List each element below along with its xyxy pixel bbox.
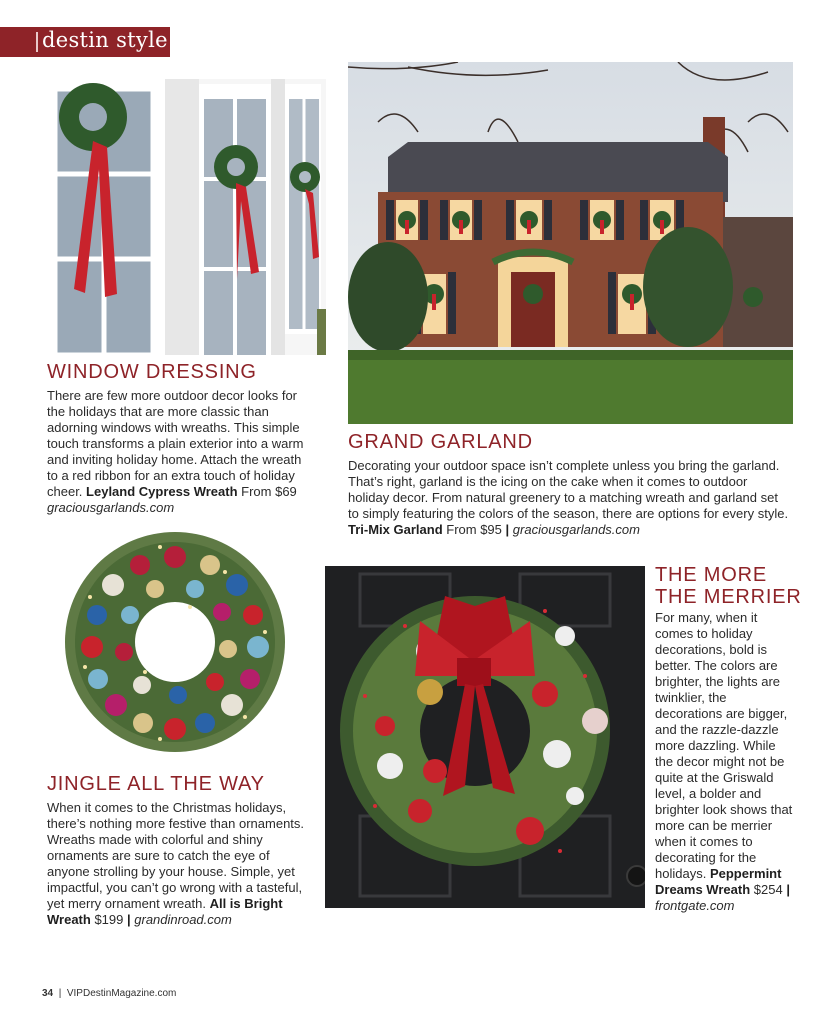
grand-garland-price: From $95 (446, 522, 502, 537)
door-wreath-image (325, 566, 645, 908)
grand-garland-heading: GRAND GARLAND (348, 431, 533, 453)
window-dressing-body: There are few more outdoor decor looks for the holidays that are more classic than adorning windows with wreaths. This simple touch transforms a plain exterior into a warm and inviting holiday home. Attach the wreath to a red ribbon for an extra touch of holiday cheer. (47, 388, 304, 499)
merrier-source: frontgate.com (655, 898, 735, 913)
door-wreath-photo (325, 566, 645, 908)
page-footer (42, 988, 176, 999)
section-title: destin style (42, 28, 168, 52)
merrier-heading (655, 564, 802, 608)
ornament-wreath-photo (50, 527, 300, 767)
merrier-price: $254 (753, 882, 783, 897)
window-wreaths-photo (47, 79, 326, 355)
jingle-separator: | (127, 912, 131, 927)
window-wreaths-image (47, 79, 326, 355)
brick-house-photo (348, 62, 793, 424)
jingle-product: All is Bright Wreath (47, 896, 283, 927)
footer-separator: | (58, 988, 62, 999)
grand-garland-product: Tri-Mix Garland (348, 522, 443, 537)
jingle-price: $199 (94, 912, 124, 927)
ornament-wreath-image (50, 527, 300, 767)
merrier-heading-line1: THE MORE (655, 564, 767, 586)
brick-house-image (348, 62, 793, 424)
merrier-text (655, 610, 795, 914)
merrier-separator: | (786, 882, 790, 897)
page-number: 34 (42, 988, 54, 999)
merrier-body: For many, when it comes to holiday decorations, bold is better. The colors are brighter, the lights are twinklier, the decorations are bigger, and the razzle-dazzle more dazzling. While the decor might not be quite at the Griswald level, a bolder and brighter look shows that more can be merrier when it comes to decorating for the holidays. (655, 610, 793, 881)
grand-garland-body: Decorating your outdoor space isn’t complete unless you bring the garland. That’s right, garland is the icing on the cake when it comes to outdoor holiday decor. From natural greenery to a matching wreath and garland set to simply featuring the colors of the season, there are options for every style. (348, 458, 789, 521)
grand-garland-separator: | (505, 522, 510, 537)
jingle-body: When it comes to the Christmas holidays, there’s nothing more festive than ornaments. Wreaths made with colorful and shiny ornaments are sure to catch the eye of anyone strolling by your house. Simple, yet impactful, you can’t go wrong with a tasteful, yet merry ornament wreath. (47, 800, 305, 911)
window-dressing-text (47, 388, 312, 516)
jingle-text (47, 800, 309, 928)
merrier-product: Peppermint Dreams Wreath (655, 866, 782, 897)
jingle-heading: JINGLE ALL THE WAY (47, 773, 265, 795)
banner-divider (36, 32, 38, 52)
window-dressing-product: Leyland Cypress Wreath (86, 484, 238, 499)
grand-garland-text (348, 458, 790, 538)
grand-garland-source: graciousgarlands.com (512, 522, 640, 537)
footer-site: VIPDestinMagazine.com (66, 988, 177, 999)
window-dressing-price: From $69 (241, 484, 297, 499)
window-dressing-heading: WINDOW DRESSING (47, 361, 257, 383)
section-banner (0, 27, 170, 57)
jingle-source: grandinroad.com (134, 912, 232, 927)
merrier-heading-line2: THE MERRIER (655, 586, 802, 608)
window-dressing-source: graciousgarlands.com (47, 500, 175, 515)
